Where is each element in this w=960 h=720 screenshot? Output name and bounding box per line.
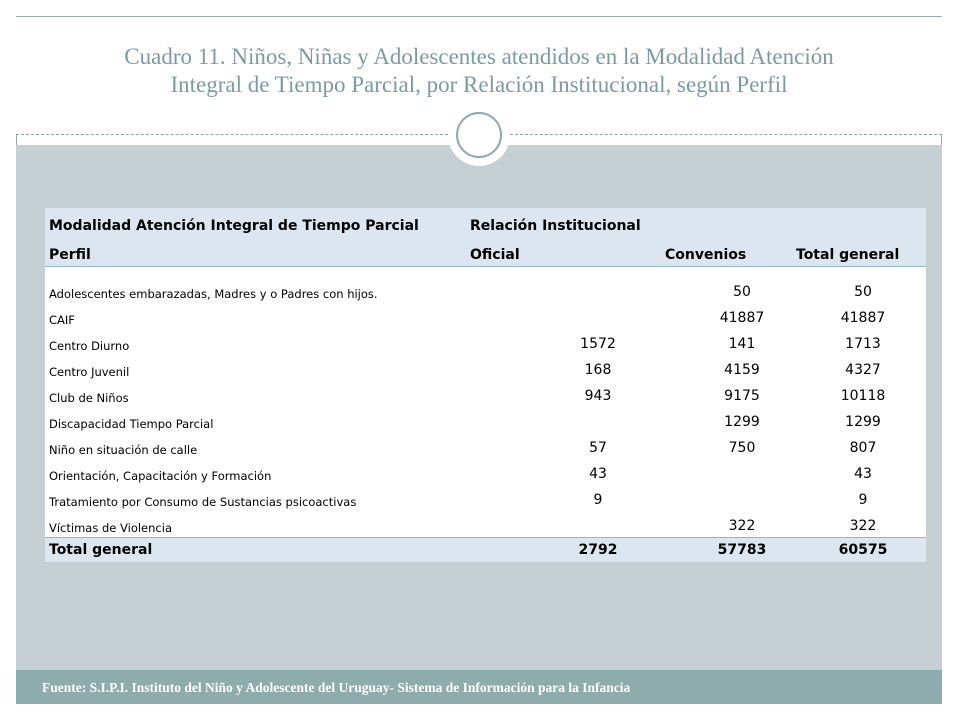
header-perfil: Perfil <box>49 247 91 263</box>
row-perfil: Orientación, Capacitación y Formación <box>49 469 272 483</box>
row-perfil: Víctimas de Violencia <box>49 521 172 535</box>
decorative-ring-inner-icon <box>456 112 502 158</box>
row-perfil: Niño en situación de calle <box>49 443 198 457</box>
row-oficial: 57 <box>589 440 607 456</box>
table-row <box>45 355 926 381</box>
header-total-general: Total general <box>796 247 900 263</box>
table-row <box>45 459 926 485</box>
header-modalidad: Modalidad Atención Integral de Tiempo Parcial <box>49 218 419 234</box>
row-convenios: 141 <box>728 336 756 352</box>
row-convenios: 50 <box>733 284 751 300</box>
row-total: 4327 <box>845 362 881 378</box>
row-convenios: 41887 <box>719 310 765 326</box>
total-oficial: 2792 <box>578 542 618 558</box>
row-total: 1713 <box>845 336 881 352</box>
row-perfil: Adolescentes embarazadas, Madres y o Padres con hijos. <box>49 287 378 301</box>
row-oficial: 9 <box>593 492 603 508</box>
header-oficial: Oficial <box>470 247 520 263</box>
header-relacion: Relación Institucional <box>470 218 641 234</box>
row-convenios: 1299 <box>724 414 760 430</box>
row-total: 322 <box>849 518 877 534</box>
table-row <box>45 485 926 511</box>
table-row <box>45 303 926 329</box>
row-perfil: Discapacidad Tiempo Parcial <box>49 417 214 431</box>
table-total-row <box>45 537 926 562</box>
row-convenios: 322 <box>728 518 756 534</box>
row-total: 9 <box>858 492 868 508</box>
table-row <box>45 277 926 303</box>
slide-title-line-2: Integral de Tiempo Parcial, por Relación Institucional, según Perfil <box>170 72 788 97</box>
row-oficial: 168 <box>584 362 612 378</box>
header-convenios: Convenios <box>665 247 747 263</box>
table-row <box>45 407 926 433</box>
row-convenios: 4159 <box>724 362 760 378</box>
row-perfil: Club de Niños <box>49 391 129 405</box>
total-general: 60575 <box>838 542 888 558</box>
row-perfil: CAIF <box>49 313 75 327</box>
total-label: Total general <box>49 542 153 558</box>
table-body <box>45 267 926 537</box>
row-total: 50 <box>854 284 872 300</box>
row-total: 807 <box>849 440 877 456</box>
slide-title-line-1: Cuadro 11. Niños, Niñas y Adolescentes atendidos en la Modalidad Atención <box>124 44 834 69</box>
row-oficial: 943 <box>584 388 612 404</box>
row-perfil: Centro Juvenil <box>49 365 130 379</box>
table-row <box>45 329 926 355</box>
row-oficial: 43 <box>589 466 607 482</box>
row-total: 10118 <box>840 388 886 404</box>
row-total: 41887 <box>840 310 886 326</box>
total-convenios: 57783 <box>717 542 767 558</box>
row-total: 43 <box>854 466 872 482</box>
row-perfil: Tratamiento por Consumo de Sustancias psicoactivas <box>49 495 357 509</box>
table-header <box>45 208 926 267</box>
slide-title <box>16 43 942 99</box>
row-oficial: 1572 <box>580 336 616 352</box>
row-convenios: 750 <box>728 440 756 456</box>
table-row <box>45 511 926 537</box>
row-perfil: Centro Diurno <box>49 339 130 353</box>
table-row <box>45 381 926 407</box>
table-row <box>45 433 926 459</box>
data-table <box>45 208 926 562</box>
row-total: 1299 <box>845 414 881 430</box>
row-convenios: 9175 <box>724 388 760 404</box>
footer-source: Fuente: S.I.P.I. Instituto del Niño y Adolescente del Uruguay- Sistema de Información para la Infancia <box>42 680 631 695</box>
